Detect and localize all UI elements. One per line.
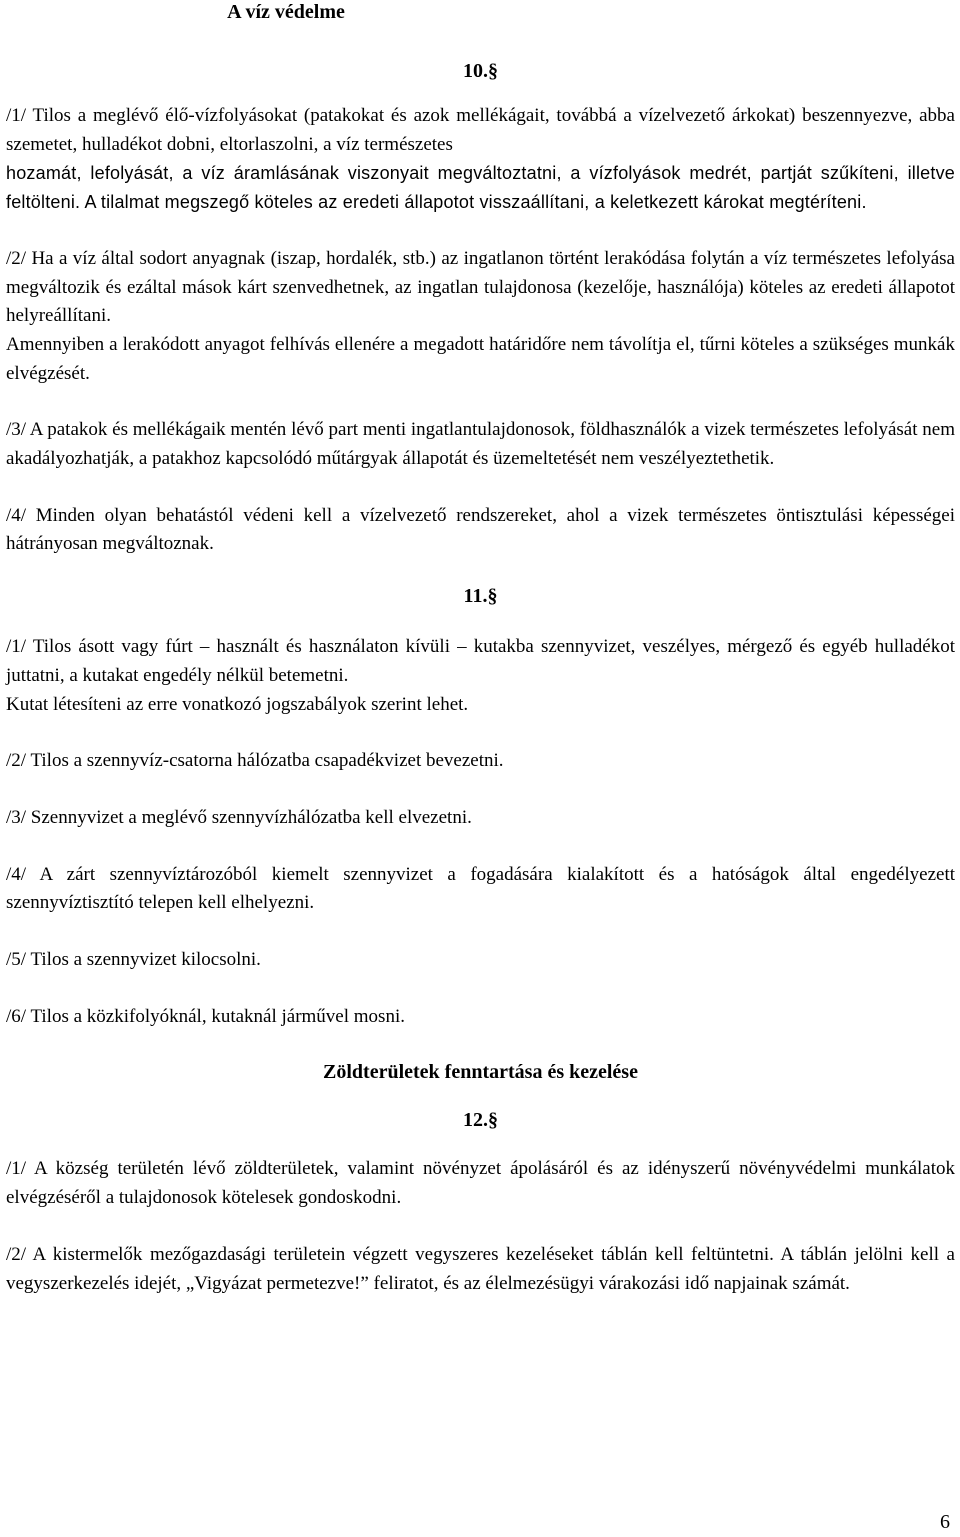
document-page (6, 0, 955, 1298)
section-number-10: 10.§ (463, 60, 498, 82)
section-number-11: 11.§ (463, 585, 498, 608)
paragraph-10-3: /3/ A patakok és mellékágaik mentén lévő part menti ingatlantulajdonosok, földhasználók a vizek természetes lefolyását nem akadályozhatják, a patakhoz kapcsolódó műtárgyak állapotát és üzemeltetését nem veszélyeztethetik. (6, 419, 955, 470)
paragraph-11-1: /1/ Tilos ásott vagy fúrt – használt és használaton kívüli – kutakba szennyvizet, veszélyes, mérgező és egyéb hulladékot juttatni, a kutakat engedély nélkül betemetni. (6, 636, 955, 686)
paragraph-11-5: /5/ Tilos a szennyvizet kilocsolni. (6, 949, 261, 971)
paragraph-10-4: /4/ Minden olyan behatástól védeni kell a vízelvezető rendszereket, ahol a vizek természetes öntisztulási képességei hátrányosan megváltoznak. (6, 504, 955, 555)
paragraph-11-4: /4/ A zárt szennyvíztározóból kiemelt szennyvizet a fogadására kialakított és a hatóságok által engedélyezett szennyvíztisztító telepen kell elhelyezni. (6, 863, 955, 914)
page-number: 6 (940, 1511, 950, 1533)
paragraph-12-1: /1/ A község területén lévő zöldterületek, valamint növényzet ápolásáról és az idényszerű növényvédelmi munkálatok elvégzéséről a tulajdonosok kötelesek gondoskodni. (6, 1158, 955, 1209)
paragraph-12-2: /2/ A kistermelők mezőgazdasági területein végzett vegyszeres kezeléseket táblán kell feltüntetni. A táblán jelölni kell a vegyszerkezelés idejét, „Vigyázat permetezve!” feliratot, és az élelmezésügyi várakozási idő napjainak számát. (6, 1243, 955, 1294)
paragraph-10-2: /2/ Ha a víz által sodort anyagnak (iszap, hordalék, stb.) az ingatlanon történt lerakódása folytán a víz természetes lefolyása megváltozik és ezáltal mások kárt szenvedhetnek, az ingatlan tulajdonosa (kezelője, használója) köteles az eredeti állapotot helyreállítani. (6, 247, 955, 327)
paragraph-11-1b: Kutat létesíteni az erre vonatkozó jogszabályok szerint lehet. (6, 693, 469, 715)
section-number-12: 12.§ (463, 1109, 498, 1132)
paragraph-10-1a: /1/ Tilos a meglévő élő-vízfolyásokat (patakokat és azok mellékágait, továbbá a vízelvezető árkokat) beszennyezve, abba szemetet, hulladékot dobni, eltorlaszolni, a víz természetes (6, 105, 955, 155)
paragraph-10-1b: hozamát, lefolyását, a víz áramlásának viszonyait megváltoztatni, a vízfolyások medrét, partját szűkíteni, illetve feltölteni. A tilalmat megszegő köteles az eredeti állapotot visszaállítani, a keletkezett károkat megtéríteni. (6, 163, 955, 213)
section-heading-zoldteruletek: Zöldterületek fenntartása és kezelése (323, 1061, 638, 1084)
paragraph-11-3: /3/ Szennyvizet a meglévő szennyvízhálózatba kell elvezetni. (6, 806, 472, 828)
paragraph-11-6: /6/ Tilos a közkifolyóknál, kutaknál járművel mosni. (6, 1005, 405, 1027)
paragraph-10-2b: Amennyiben a lerakódott anyagot felhívás ellenére a megadott határidőre nem távolítja el, tűrni köteles a szükséges munkák elvégzését. (6, 333, 955, 384)
document-title: A víz védelme (227, 1, 345, 23)
paragraph-11-2: /2/ Tilos a szennyvíz-csatorna hálózatba csapadékvizet bevezetni. (6, 750, 504, 772)
